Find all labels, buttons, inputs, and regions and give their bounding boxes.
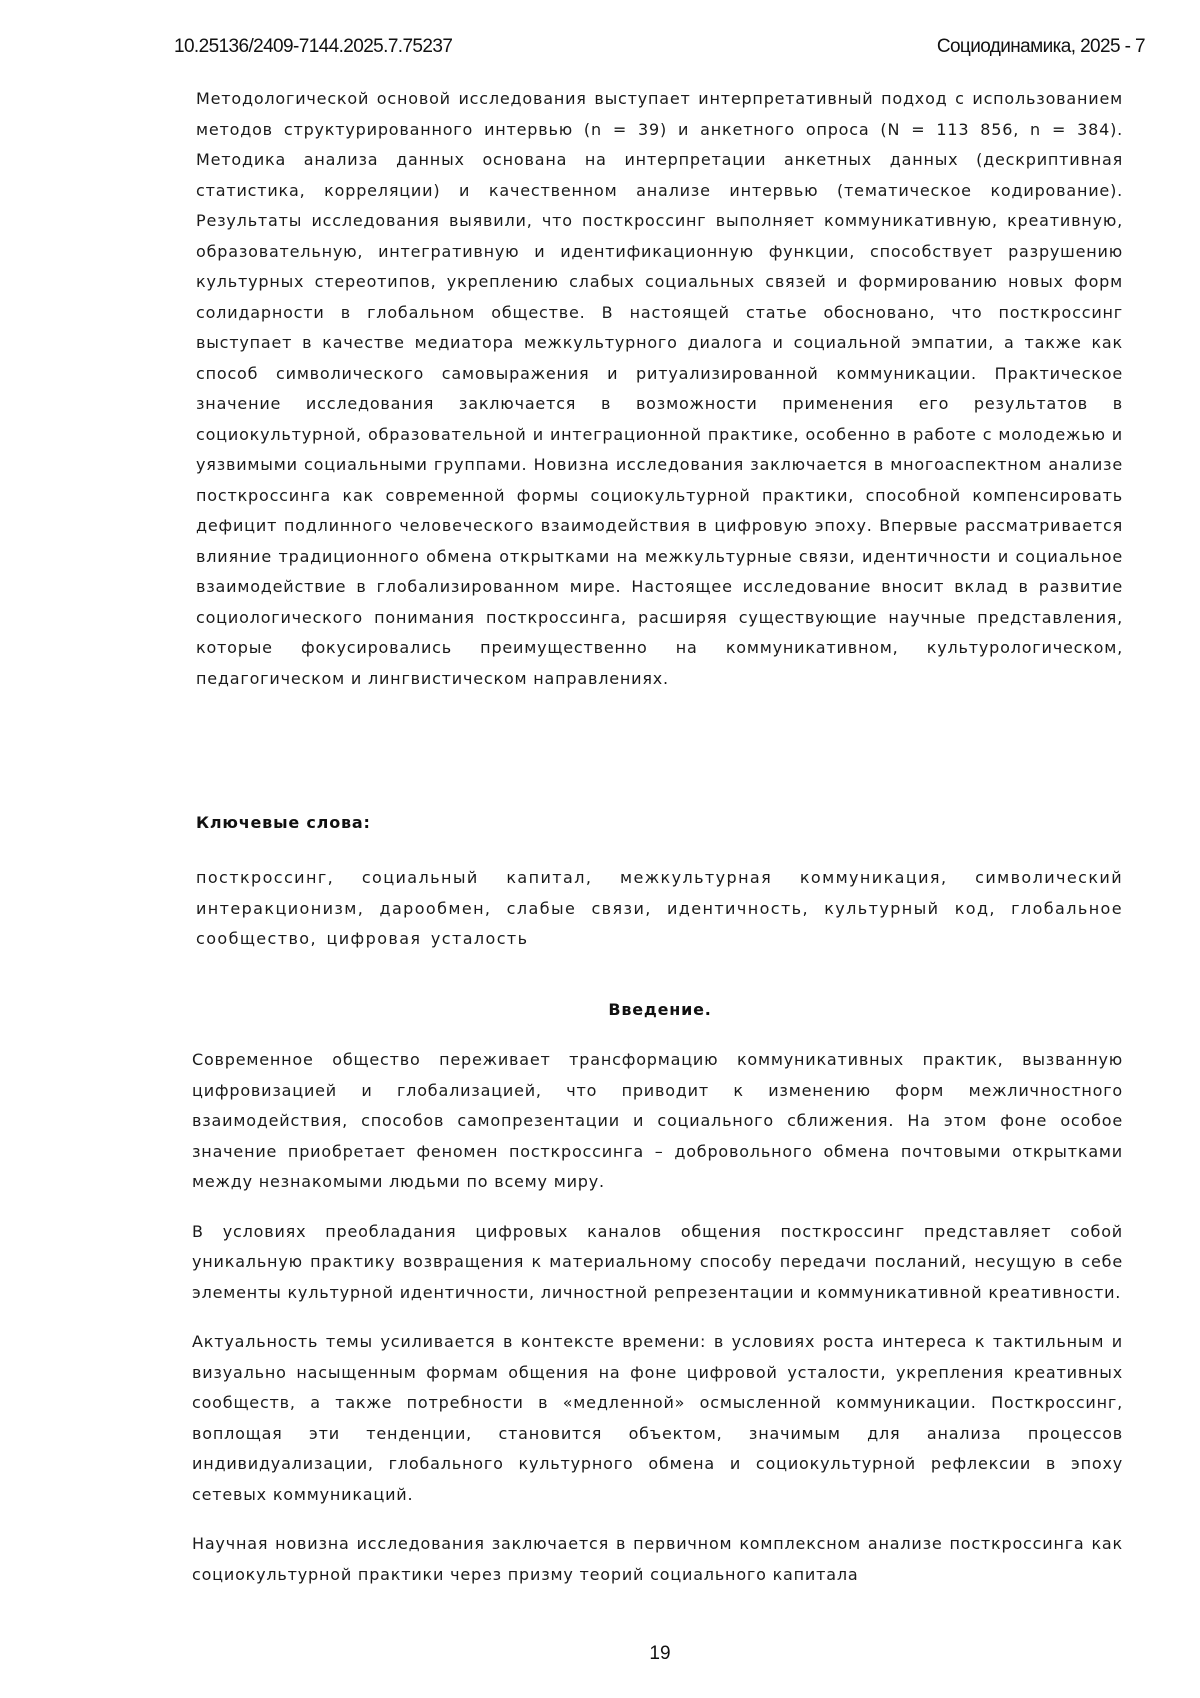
keywords-heading: Ключевые слова: [196,813,371,832]
section-heading-introduction: Введение. [0,1000,1200,1019]
article-doi: 10.25136/2409-7144.2025.7.75237 [174,36,452,58]
intro-paragraph: В условиях преобладания цифровых каналов общения посткроссинг представляет собой уникальную практику возвращения к материальному способу передачи посланий, несущую в себе элементы культурной идентичности, личностной репрезентации и коммуникативной креативности. [192,1217,1123,1309]
intro-paragraph: Актуальность темы усиливается в контексте времени: в условиях роста интереса к тактильным и визуально насыщенным формам общения на фоне цифровой усталости, укрепления креативных сообществ, а также потребности в «медленной» осмысленной коммуникации. Посткроссинг, воплощая эти тенденции, становится объектом, значимым для анализа процессов индивидуализации, глобального культурного обмена и социокультурной рефлексии в эпоху сетевых коммуникаций. [192,1327,1123,1510]
running-header [174,36,1145,62]
page-number: 19 [0,1643,1200,1665]
keywords-list: посткроссинг, социальный капитал, межкультурная коммуникация, символический интеракционизм, дарообмен, слабые связи, идентичность, культурный код, глобальное сообщество, цифровая усталость [196,863,1123,955]
intro-paragraph-last: Научная новизна исследования заключается в первичном комплексном анализе посткроссинга как социокультурной практики через призму теорий социального капитала [192,1529,1123,1590]
intro-paragraph: Современное общество переживает трансформацию коммуникативных практик, вызванную цифровизацией и глобализацией, что приводит к изменению форм межличностного взаимодействия, способов самопрезентации и социального сближения. На этом фоне особое значение приобретает феномен посткроссинга – добровольного обмена почтовыми открытками между незнакомыми людьми по всему миру. [192,1045,1123,1198]
journal-issue: Социодинамика, 2025 - 7 [937,36,1145,58]
abstract-text: Методологической основой исследования выступает интерпретативный подход с использованием методов структурированного интервью (n = 39) и анкетного опроса (N = 113 856, n = 384). Методика анализа данных основана на интерпретации анкетных данных (дескриптивная статистика, корреляции) и качественном анализе интервью (тематическое кодирование). Результаты исследования выявили, что посткроссинг выполняет коммуникативную, креативную, образовательную, интегративную и идентификационную функции, способствует разрушению культурных стереотипов, укреплению слабых социальных связей и формированию новых форм солидарности в глобальном обществе. В настоящей статье обосновано, что посткроссинг выступает в качестве медиатора межкультурного диалога и социальной эмпатии, а также как способ символического самовыражения и ритуализированной коммуникации. Практическое значение исследования заключается в возможности применения его результатов в социокультурной, образовательной и интеграционной практике, особенно в работе с молодежью и уязвимыми социальными группами. Новизна исследования заключается в многоаспектном анализе посткроссинга как современной формы социокультурной практики, способной компенсировать дефицит подлинного человеческого взаимодействия в цифровую эпоху. Впервые рассматривается влияние традиционного обмена открытками на межкультурные связи, идентичности и социальное взаимодействие в глобализированном мире. Настоящее исследование вносит вклад в развитие социологического понимания посткроссинга, расширяя существующие научные представления, которые фокусировались преимущественно на коммуникативном, культурологическом, педагогическом и лингвистическом направлениях. [196,84,1123,694]
introduction-body [192,1045,1123,1609]
